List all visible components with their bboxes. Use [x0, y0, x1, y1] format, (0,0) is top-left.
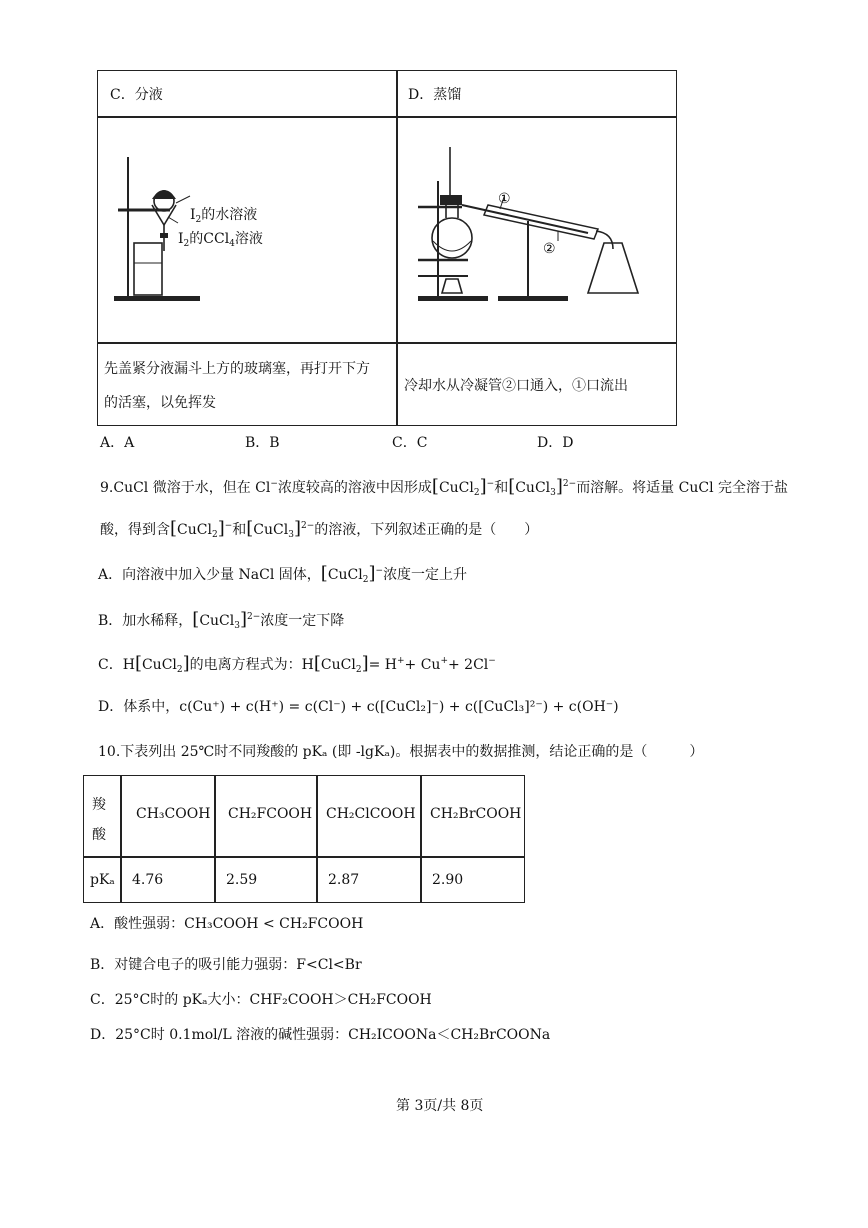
- cell-c-title: C．分液: [110, 87, 163, 103]
- pka-value: 2.59: [226, 872, 258, 888]
- table-divider: [84, 856, 524, 858]
- cell-d-desc: 冷却水从冷凝管②口通入，①口流出: [404, 378, 628, 394]
- q9-stem-line1: 9.CuCl 微溶于水，但在 Cl−浓度较高的溶液中因形成[CuCl$_2$]−和[CuCl$_3$]$^{2-}$而溶解。将适量 CuCl 完全溶于盐: [100, 476, 789, 498]
- pka-table-acid: CH₃COOH: [136, 806, 211, 822]
- label-iodine-water: $I_2$的水溶液: [190, 207, 258, 225]
- q10-option-c: C．25°C时的 pKₐ大小：CHF₂COOH＞CH₂FCOOH: [90, 992, 432, 1008]
- q10-option-b: B．对键合电子的吸引能力强弱：F<Cl<Br: [90, 957, 362, 973]
- pka-table: [83, 775, 525, 903]
- port-2-label: ②: [543, 241, 556, 257]
- table-divider: [396, 71, 398, 425]
- q10-option-a: A．酸性强弱：CH₃COOH < CH₂FCOOH: [90, 916, 364, 932]
- q9-option-a: A．向溶液中加入少量 NaCl 固体，[CuCl$_2$]−浓度一定上升: [98, 563, 468, 585]
- q9-option-b: B．加水稀释，[CuCl$_3$]$^{2-}$浓度一定下降: [98, 609, 345, 631]
- table-divider: [98, 342, 676, 344]
- distillation-diagram: [408, 141, 673, 311]
- q10-option-d: D．25°C时 0.1mol/L 溶液的碱性强弱：CH₂ICOONa＜CH₂BrCOONa: [90, 1027, 551, 1043]
- pka-table-acid: CH₂BrCOOH: [430, 806, 522, 822]
- label-iodine-ccl4: $I_2$的CCl$_4$溶液: [178, 231, 263, 249]
- q9-stem-line2: 酸，得到含[CuCl$_2$]−和[CuCl$_3$]$^{2-}$的溶液，下列叙述正确的是（ ）: [100, 518, 539, 540]
- q8-option-c: C．C: [392, 435, 428, 451]
- q9-option-d: D．体系中，c(Cu⁺) + c(H⁺) = c(Cl⁻) + c([CuCl₂]⁻) + c([CuCl₃]²⁻) + c(OH⁻): [98, 699, 619, 715]
- pka-value: 4.76: [132, 872, 164, 888]
- pka-table-head-2: 酸: [92, 827, 106, 843]
- table-divider: [420, 776, 422, 902]
- q8-option-b: B．B: [245, 435, 280, 451]
- page-footer: 第 3页/共 8页: [396, 1098, 484, 1114]
- table-divider: [316, 776, 318, 902]
- cell-d-title: D．蒸馏: [408, 87, 462, 103]
- pka-table-acid: CH₂FCOOH: [228, 806, 313, 822]
- cell-c-desc-line1: 先盖紧分液漏斗上方的玻璃塞，再打开下方: [104, 361, 370, 377]
- table-divider: [98, 116, 676, 118]
- port-1-label: ①: [498, 191, 511, 207]
- pka-table-head-1: 羧: [92, 797, 106, 813]
- q8-option-a: A．A: [100, 435, 135, 451]
- apparatus-table: [97, 70, 677, 426]
- pka-value: 2.87: [328, 872, 360, 888]
- q8-option-d: D．D: [537, 435, 574, 451]
- cell-c-desc-line2: 的活塞，以免挥发: [104, 395, 216, 411]
- q9-option-c: C．H[CuCl$_2$]的电离方程式为：H[CuCl$_2$]= H++ Cu++ 2Cl−: [98, 653, 496, 675]
- pka-table-row-label: pKₐ: [90, 872, 115, 888]
- q10-stem: 10.下表列出 25℃时不同羧酸的 pKₐ (即 -lgKₐ)。根据表中的数据推测，结论正确的是（ ）: [98, 744, 704, 760]
- pka-value: 2.90: [432, 872, 464, 888]
- table-divider: [120, 776, 122, 902]
- table-divider: [214, 776, 216, 902]
- pka-table-acid: CH₂ClCOOH: [326, 806, 416, 822]
